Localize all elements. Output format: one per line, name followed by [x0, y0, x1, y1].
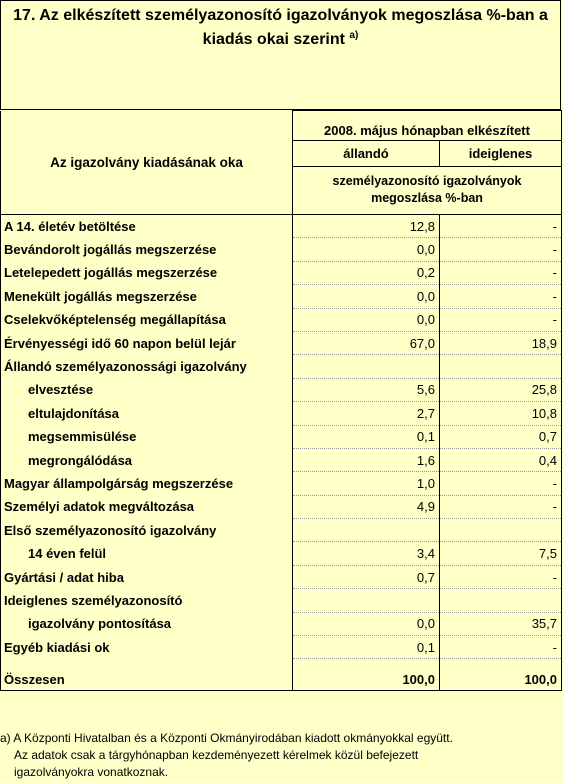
- table-row: [1, 285, 562, 308]
- table-row: [1, 612, 562, 635]
- row-label: A 14. életév betöltése: [1, 215, 293, 238]
- table-row: [1, 589, 562, 612]
- unit-header: személyazonosító igazolványok megoszlása %-ban: [293, 166, 562, 214]
- row-label: Egyéb kiadási ok: [1, 636, 293, 659]
- table-row: [1, 542, 562, 565]
- table-row: [1, 448, 562, 471]
- title-line-1: 17. Az elkészített személyazonosító igazolványok megoszlása %-ban a: [13, 7, 548, 24]
- row-label: eltulajdonítása: [1, 402, 293, 425]
- row-label-header: Az igazolvány kiadásának oka: [1, 111, 293, 215]
- total-label: Összesen: [1, 659, 293, 691]
- value-permanent: 0,0: [293, 238, 440, 261]
- row-label: Magyar állampolgárság megszerzése: [1, 472, 293, 495]
- value-permanent: 67,0: [293, 331, 440, 354]
- value-permanent: [293, 519, 440, 542]
- title-line-2: kiadás okai szerint $^{a)}$: [202, 30, 359, 48]
- row-label: Menekült jogállás megszerzése: [1, 285, 293, 308]
- table-row: [1, 238, 562, 261]
- value-permanent: [293, 355, 440, 378]
- value-permanent: 0,2: [293, 261, 440, 284]
- row-label: Cselekvőképtelenség megállapítása: [1, 308, 293, 331]
- total-row: [1, 659, 562, 691]
- value-temporary: [440, 519, 562, 542]
- period-header: 2008. május hónapban elkészített: [293, 111, 562, 141]
- table-row: [1, 215, 562, 238]
- value-permanent: 0,1: [293, 636, 440, 659]
- total-value-temporary: 100,0: [440, 659, 562, 691]
- value-permanent: 0,7: [293, 565, 440, 588]
- value-temporary: -: [440, 472, 562, 495]
- table-row: [1, 355, 562, 378]
- value-permanent: 12,8: [293, 215, 440, 238]
- value-permanent: 0,0: [293, 308, 440, 331]
- value-permanent: [293, 589, 440, 612]
- value-permanent: 2,7: [293, 402, 440, 425]
- row-label: Letelepedett jogállás megszerzése: [1, 261, 293, 284]
- value-temporary: -: [440, 565, 562, 588]
- value-permanent: 1,6: [293, 448, 440, 471]
- value-temporary: 7,5: [440, 542, 562, 565]
- value-temporary: -: [440, 261, 562, 284]
- value-permanent: 0,0: [293, 285, 440, 308]
- value-permanent: 1,0: [293, 472, 440, 495]
- row-label: Gyártási / adat hiba: [1, 565, 293, 588]
- value-temporary: 25,8: [440, 378, 562, 401]
- footnote-mark: a): [349, 30, 359, 41]
- value-temporary: 0,7: [440, 425, 562, 448]
- row-label: elvesztése: [1, 378, 293, 401]
- footnote-line-3: igazolványokra vonatkoznak.: [14, 765, 169, 779]
- value-temporary: 0,4: [440, 448, 562, 471]
- table-row: [1, 261, 562, 284]
- value-temporary: [440, 589, 562, 612]
- table-row: [1, 636, 562, 659]
- table-row: [1, 402, 562, 425]
- footnote-line-2: Az adatok csak a tárgyhónapban kezdeményezett kérelmek közül befejezett: [14, 748, 419, 762]
- column-header-temporary: ideiglenes: [440, 140, 562, 166]
- value-temporary: 35,7: [440, 612, 562, 635]
- table-row: [1, 519, 562, 542]
- value-permanent: 0,1: [293, 425, 440, 448]
- row-label: Érvényességi idő 60 napon belül lejár: [1, 331, 293, 354]
- table-row: [1, 378, 562, 401]
- data-table: [0, 110, 562, 691]
- value-temporary: -: [440, 285, 562, 308]
- row-label: Első személyazonosító igazolvány: [1, 519, 293, 542]
- row-label: Személyi adatok megváltozása: [1, 495, 293, 518]
- row-label: igazolvány pontosítása: [1, 612, 293, 635]
- total-value-permanent: 100,0: [293, 659, 440, 691]
- value-permanent: 5,6: [293, 378, 440, 401]
- value-temporary: -: [440, 238, 562, 261]
- table-row: [1, 308, 562, 331]
- value-temporary: 10,8: [440, 402, 562, 425]
- value-temporary: -: [440, 308, 562, 331]
- row-label: megrongálódása: [1, 448, 293, 471]
- row-label: Bevándorolt jogállás megszerzése: [1, 238, 293, 261]
- row-label: 14 éven felül: [1, 542, 293, 565]
- value-temporary: 18,9: [440, 331, 562, 354]
- table-title: [0, 0, 561, 110]
- footnote: [0, 730, 561, 781]
- row-label: Ideiglenes személyazonosító: [1, 589, 293, 612]
- value-permanent: 4,9: [293, 495, 440, 518]
- footnote-line-1: a) A Központi Hivatalban és a Központi Okmányirodában kiadott okmányokkal együtt.: [0, 731, 453, 745]
- column-header-permanent: állandó: [293, 140, 440, 166]
- value-permanent: 0,0: [293, 612, 440, 635]
- table-row: [1, 565, 562, 588]
- value-temporary: -: [440, 495, 562, 518]
- row-label: Állandó személyazonossági igazolvány: [1, 355, 293, 378]
- table-row: [1, 425, 562, 448]
- table-row: [1, 495, 562, 518]
- value-temporary: -: [440, 636, 562, 659]
- table-row: [1, 472, 562, 495]
- value-permanent: 3,4: [293, 542, 440, 565]
- row-label: megsemmisülése: [1, 425, 293, 448]
- table-row: [1, 331, 562, 354]
- value-temporary: -: [440, 215, 562, 238]
- value-temporary: [440, 355, 562, 378]
